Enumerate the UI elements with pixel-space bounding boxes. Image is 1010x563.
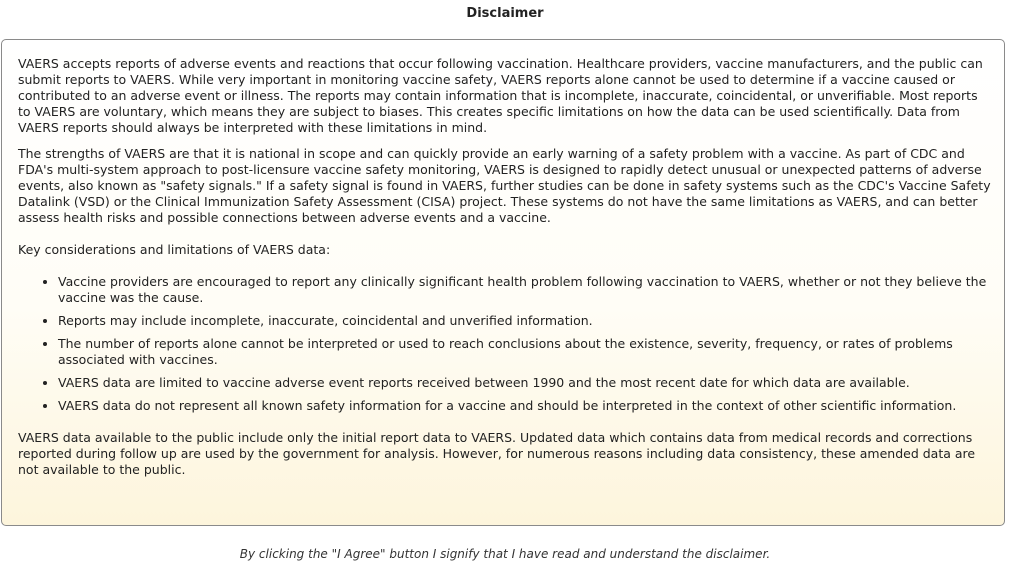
page-title: Disclaimer [466,6,544,21]
list-item: • Vaccine providers are encouraged to report any clinically significant health problem following vaccination to VAERS, whether or not they believe the vaccine was the cause. [58,274,992,306]
disclaimer-paragraph-intro: VAERS accepts reports of adverse events and reactions that occur following vaccination. Healthcare providers, vaccine manufacturers, and the public can submit reports to VAERS. While very important in monitoring vaccine safety, VAERS reports alone cannot be used to determine if a vaccine caused or contributed to an adverse event or illness. The reports may contain information that is incomplete, inaccurate, coincidental, or unverifiable. Most reports to VAERS are voluntary, which means they are subject to biases. This creates specific limitations on how the data can be used scientifically. Data from VAERS reports should always be interpreted with these limitations in mind. [18,56,983,135]
list-item: • VAERS data do not represent all known safety information for a vaccine and should be interpreted in the context of other scientific information. [58,398,992,414]
disclaimer-paragraph-strengths: The strengths of VAERS are that it is national in scope and can quickly provide an early warning of a safety problem with a vaccine. As part of CDC and FDA's multi-system approach to post-licensure vaccine safety monitoring, VAERS is designed to rapidly detect unusual or unexpected patterns of adverse events, also known as "safety signals." If a safety signal is found in VAERS, further studies can be done in safety systems such as the CDC's Vaccine Safety Datalink (VSD) or the Clinical Immunization Safety Assessment (CISA) project. These systems do not have the same limitations as VAERS, and can better assess health risks and possible connections between adverse events and a vaccine. [18,146,991,225]
list-item: • Reports may include incomplete, inaccurate, coincidental and unverified information. [58,313,992,329]
list-item: • The number of reports alone cannot be interpreted or used to reach conclusions about the existence, severity, frequency, or rates of problems associated with vaccines. [58,336,992,368]
limitations-list [18,274,992,414]
disclaimer-paragraph-public-data: VAERS data available to the public include only the initial report data to VAERS. Updated data which contains data from medical records and corrections reported during follow up are used by the government for analysis. However, for numerous reasons including data consistency, these amended data are not available to the public. [18,430,976,477]
key-considerations-heading: Key considerations and limitations of VAERS data: [18,242,331,257]
agreement-note: By clicking the "I Agree" button I signify that I have read and understand the disclaimer. [239,547,771,561]
disclaimer-content [18,56,992,478]
disclaimer-panel[interactable] [1,39,1005,526]
list-item: • VAERS data are limited to vaccine adverse event reports received between 1990 and the most recent date for which data are available. [58,375,992,391]
